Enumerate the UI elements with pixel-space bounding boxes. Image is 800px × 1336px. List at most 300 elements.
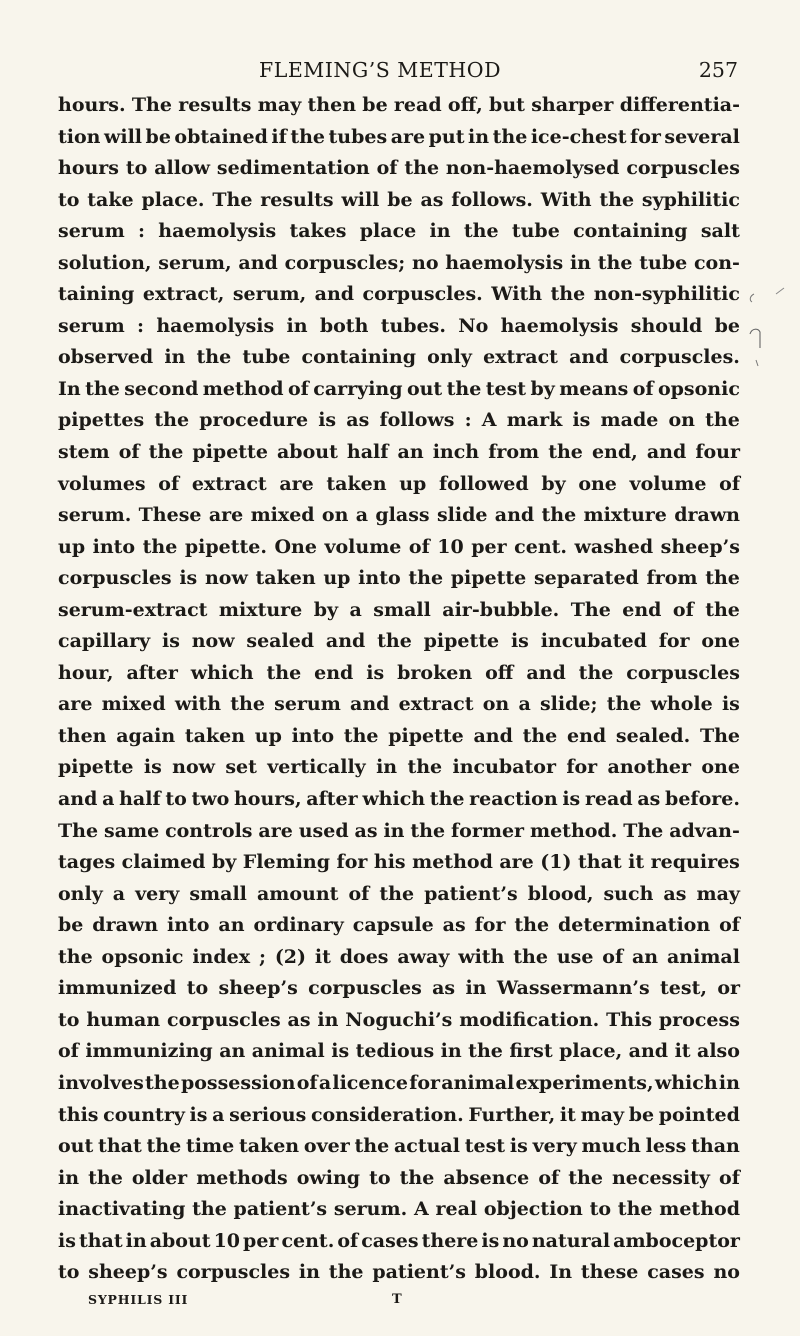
word: of <box>58 1040 79 1063</box>
text-line <box>58 816 740 848</box>
word: inch <box>432 441 480 464</box>
word: Fleming <box>242 851 331 874</box>
word: then <box>307 94 357 116</box>
word: as <box>442 914 466 937</box>
word: solution, <box>58 251 152 274</box>
word: is <box>318 409 337 432</box>
word: of <box>158 472 180 495</box>
word: patient’s <box>233 1198 328 1221</box>
word: the <box>514 914 550 937</box>
word: haemolysis <box>500 314 619 337</box>
word: : <box>137 314 145 337</box>
word: the <box>328 1261 364 1284</box>
word: place, <box>559 1040 623 1063</box>
word: in <box>58 1166 80 1189</box>
word: ; <box>258 945 266 968</box>
word: if <box>271 125 287 148</box>
word: into <box>358 567 401 590</box>
word: as <box>432 977 456 1000</box>
word: that <box>98 1135 142 1158</box>
word: about <box>277 441 338 464</box>
word: and <box>473 724 513 747</box>
word: of <box>296 1071 318 1094</box>
word: serum <box>58 220 125 243</box>
word: out <box>406 377 443 400</box>
word: taken <box>326 472 387 495</box>
word: serum-extract <box>58 598 208 621</box>
word: about <box>149 1229 211 1252</box>
word: reaction <box>469 788 558 811</box>
word: less <box>645 1135 687 1158</box>
text-line <box>58 153 740 185</box>
word: per <box>471 535 507 558</box>
word: One <box>274 535 317 558</box>
word: Wassermann’s <box>496 977 650 1000</box>
word: corpuscles <box>58 567 172 590</box>
word: slide; <box>539 693 598 716</box>
word: tubes <box>328 125 388 148</box>
word: may <box>696 882 740 905</box>
word: this <box>58 1103 99 1126</box>
word: is <box>481 1229 500 1252</box>
word: sealed. <box>615 724 691 747</box>
word: taken <box>238 1135 300 1158</box>
word: the <box>377 630 412 653</box>
text-line <box>58 847 740 879</box>
word: The <box>699 724 740 747</box>
word: blood, <box>527 882 594 905</box>
word: up <box>58 535 86 558</box>
word: cent. <box>281 1229 335 1252</box>
word: is <box>331 1040 350 1063</box>
word: as <box>420 188 444 211</box>
word: it <box>674 1040 691 1063</box>
signature-mark: SYPHILIS III <box>88 1292 189 1307</box>
word: sharper <box>531 94 614 116</box>
word: it <box>314 945 331 968</box>
word: into <box>291 724 335 747</box>
word: involves <box>58 1071 144 1094</box>
word: from <box>488 441 540 464</box>
word: time <box>185 1135 235 1158</box>
word: of <box>719 914 740 937</box>
word: with <box>458 945 505 968</box>
word: sheep’s <box>660 535 740 558</box>
word: a <box>355 504 369 527</box>
word: for <box>566 756 598 779</box>
word: will <box>104 125 143 148</box>
word: incubated <box>540 630 647 653</box>
word: containing <box>573 220 688 243</box>
word: is <box>162 630 180 653</box>
word: the <box>705 567 740 590</box>
word: into <box>167 914 210 937</box>
word: a <box>102 788 115 811</box>
word: haemolysis <box>156 314 275 337</box>
word: the <box>705 409 740 432</box>
word: blood. <box>474 1261 541 1284</box>
word: before. <box>665 788 740 811</box>
word: should <box>630 314 703 337</box>
word: for <box>630 125 661 148</box>
word: is <box>58 1229 76 1252</box>
word: an <box>632 945 659 968</box>
text-line <box>58 626 740 658</box>
word: is <box>721 693 740 716</box>
word: tages <box>58 851 116 874</box>
word: the <box>410 819 446 842</box>
word: on <box>321 504 349 527</box>
word: one <box>578 472 617 495</box>
word: one <box>701 630 740 653</box>
word: as <box>663 882 687 905</box>
word: by <box>313 598 339 621</box>
word: animal <box>441 1071 515 1094</box>
word: The <box>58 819 99 842</box>
word: cases <box>647 1261 705 1284</box>
word: the <box>399 1166 435 1189</box>
word: hours. <box>58 94 126 116</box>
word: to <box>589 1198 612 1221</box>
word: is <box>143 756 162 779</box>
word: in <box>429 220 451 243</box>
word: The <box>212 188 253 211</box>
word: Further, <box>468 1103 556 1126</box>
word: mixture <box>583 504 667 527</box>
text-line <box>58 973 740 1005</box>
word: in <box>376 756 398 779</box>
word: of <box>602 945 624 968</box>
word: washed <box>574 535 654 558</box>
text-line <box>58 1068 740 1100</box>
word: In <box>58 377 81 400</box>
word: followed <box>438 472 529 495</box>
word: to <box>58 188 80 211</box>
word: corpuscles. <box>362 283 483 306</box>
word: and <box>58 788 98 811</box>
word: corpuscles. <box>619 346 740 369</box>
word: results <box>178 94 252 116</box>
word: to <box>125 157 148 180</box>
word: a <box>518 693 531 716</box>
word: extract <box>483 346 558 369</box>
word: obtained <box>174 125 268 148</box>
word: requires <box>650 851 740 874</box>
word: serum, <box>158 251 232 274</box>
word: pipettes <box>58 409 145 432</box>
word: for <box>658 630 690 653</box>
word: human <box>86 1008 161 1031</box>
word: it <box>628 851 645 874</box>
word: serum <box>58 314 125 337</box>
word: very <box>135 882 180 905</box>
word: for <box>336 851 368 874</box>
word: separated <box>533 567 639 590</box>
word: The <box>623 819 664 842</box>
word: tube <box>639 251 688 274</box>
word: is <box>509 1135 528 1158</box>
word: sheep’s <box>88 1261 168 1284</box>
word: now <box>172 756 215 779</box>
word: the <box>58 945 93 968</box>
word: serious <box>229 1103 307 1126</box>
text-line <box>58 879 740 911</box>
word: much <box>581 1135 641 1158</box>
word: means <box>559 377 629 400</box>
word: the <box>468 1040 503 1063</box>
word: in <box>164 346 186 369</box>
word: the <box>196 346 232 369</box>
word: of <box>408 535 430 558</box>
running-head: FLEMING’S METHOD <box>259 58 502 82</box>
word: sheep’s <box>218 977 298 1000</box>
text-line <box>58 122 740 154</box>
word: mark <box>506 409 563 432</box>
word: but <box>489 94 525 116</box>
word: as <box>354 819 378 842</box>
word: in <box>718 1071 740 1094</box>
word: an <box>397 441 424 464</box>
word: and <box>350 693 390 716</box>
word: necessity <box>611 1166 710 1189</box>
word: cases <box>361 1229 419 1252</box>
word: may <box>257 94 302 116</box>
word: experiments, <box>515 1071 654 1094</box>
word: a <box>212 1103 225 1126</box>
word: use <box>556 945 594 968</box>
text-line <box>58 405 740 437</box>
word: inactivating <box>58 1198 186 1221</box>
text-line <box>58 1005 740 1037</box>
word: extract, <box>142 283 225 306</box>
word: immunized <box>58 977 177 1000</box>
word: and <box>314 283 355 306</box>
word: of <box>632 377 654 400</box>
word: serum, <box>232 283 307 306</box>
word: small <box>373 598 431 621</box>
word: differentia- <box>619 94 740 116</box>
word: these <box>580 1261 639 1284</box>
word: Noguchi’s <box>345 1008 453 1031</box>
word: up <box>323 567 351 590</box>
word: opsonic <box>657 377 740 400</box>
word: corpuscles <box>167 1008 281 1031</box>
word: the <box>463 220 499 243</box>
word: (1) <box>540 851 572 874</box>
word: former <box>451 819 525 842</box>
word: and <box>494 504 535 527</box>
word: incubator <box>452 756 556 779</box>
word: extract <box>191 472 267 495</box>
word: immunizing <box>85 1040 213 1063</box>
text-line <box>58 910 740 942</box>
word: again <box>116 724 176 747</box>
word: pipette <box>192 441 268 464</box>
word: by <box>541 472 566 495</box>
word: advan- <box>669 819 740 842</box>
text-line <box>58 185 740 217</box>
word: also <box>697 1040 740 1063</box>
word: from <box>646 567 698 590</box>
word: are <box>499 851 534 874</box>
word: of <box>348 882 370 905</box>
text-line <box>58 342 740 374</box>
word: of <box>719 1166 740 1189</box>
word: drawn <box>674 504 740 527</box>
text-line <box>58 942 740 974</box>
word: a <box>318 1071 332 1094</box>
word: vertically <box>267 756 366 779</box>
word: containing <box>301 346 416 369</box>
word: test <box>485 377 527 400</box>
word: the <box>568 1166 603 1189</box>
word: to <box>165 788 187 811</box>
word: is <box>562 788 581 811</box>
word: the <box>522 724 558 747</box>
word: on <box>482 693 510 716</box>
word: ice-chest <box>530 125 627 148</box>
word: (2) <box>274 945 307 968</box>
word: no <box>412 251 439 274</box>
word: only <box>58 882 103 905</box>
word: which <box>190 661 254 684</box>
word: be <box>58 914 84 937</box>
word: hours, <box>233 788 302 811</box>
word: are <box>208 504 244 527</box>
word: on <box>668 409 695 432</box>
word: with <box>174 693 222 716</box>
text-line <box>58 563 740 595</box>
word: corpuscles <box>176 1261 291 1284</box>
word: of <box>376 157 398 180</box>
text-line <box>58 784 740 816</box>
word: and <box>646 441 687 464</box>
word: hour, <box>58 661 114 684</box>
word: no <box>713 1261 740 1284</box>
word: serum. <box>333 1198 408 1221</box>
word: the <box>88 1166 123 1189</box>
text-line <box>58 1100 740 1132</box>
word: and <box>628 1040 669 1063</box>
word: These <box>138 504 202 527</box>
word: procedure <box>199 409 309 432</box>
word: whole <box>650 693 713 716</box>
word: amboceptor <box>613 1229 740 1252</box>
word: of <box>538 1166 560 1189</box>
word: the <box>85 377 120 400</box>
word: made <box>600 409 659 432</box>
text-line <box>58 532 740 564</box>
word: a <box>112 882 126 905</box>
word: two <box>191 788 230 811</box>
word: small <box>189 882 247 905</box>
word: as <box>346 409 370 432</box>
text-line <box>58 1131 740 1163</box>
word: be <box>387 188 413 211</box>
word: very <box>532 1135 577 1158</box>
word: place. <box>141 188 205 211</box>
text-line <box>58 1194 740 1226</box>
word: only <box>427 346 472 369</box>
word: will <box>341 188 380 211</box>
word: older <box>131 1166 188 1189</box>
word: syphilitic <box>641 188 740 211</box>
word: off, <box>447 94 483 116</box>
text-line <box>58 595 740 627</box>
word: is <box>179 567 198 590</box>
word: both <box>319 314 369 337</box>
word: to <box>58 1008 80 1031</box>
margin-pencil-mark-icon <box>748 278 796 368</box>
word: mixture <box>218 598 303 621</box>
word: serum. <box>58 504 132 527</box>
word: the <box>230 693 265 716</box>
word: tube <box>242 346 291 369</box>
word: consideration. <box>310 1103 464 1126</box>
text-line <box>58 1226 740 1258</box>
word: his <box>373 851 406 874</box>
word: actual <box>393 1135 460 1158</box>
word: the <box>513 945 548 968</box>
word: stem <box>58 441 110 464</box>
word: than <box>691 1135 740 1158</box>
word: which <box>654 1071 718 1094</box>
word: follows <box>379 409 455 432</box>
word: capsule <box>352 914 434 937</box>
word: corpuscles <box>308 977 422 1000</box>
word: used <box>298 819 349 842</box>
word: serum <box>274 693 341 716</box>
word: haemolysis <box>158 220 277 243</box>
text-line <box>58 469 740 501</box>
word: con- <box>693 251 740 274</box>
text-line <box>58 374 740 406</box>
word: half <box>346 441 389 464</box>
word: patient’s <box>372 1261 466 1284</box>
word: does <box>339 945 389 968</box>
word: capillary <box>58 630 151 653</box>
word: the <box>705 598 740 621</box>
word: observed <box>58 346 154 369</box>
word: tion <box>58 125 101 148</box>
word: pipette <box>58 756 134 779</box>
word: over <box>303 1135 350 1158</box>
word: A <box>413 1198 429 1221</box>
word: the <box>142 535 178 558</box>
word: the <box>492 125 528 148</box>
word: in <box>383 819 405 842</box>
word: takes <box>289 220 347 243</box>
word: same <box>103 819 160 842</box>
word: animal <box>251 1040 325 1063</box>
word: the <box>154 409 190 432</box>
word: of <box>719 472 740 495</box>
word: take <box>87 188 134 211</box>
word: corpuscles <box>626 661 740 684</box>
word: With <box>540 188 592 211</box>
word: pipette <box>450 567 527 590</box>
word: This <box>606 1008 653 1031</box>
word: and <box>238 251 278 274</box>
word: modification. <box>459 1008 600 1031</box>
word: be <box>628 1103 655 1126</box>
word: pipette. <box>184 535 267 558</box>
word: of <box>287 377 309 400</box>
word: and <box>325 630 366 653</box>
word: carrying <box>313 377 403 400</box>
word: No <box>458 314 489 337</box>
word: pipette <box>423 630 500 653</box>
